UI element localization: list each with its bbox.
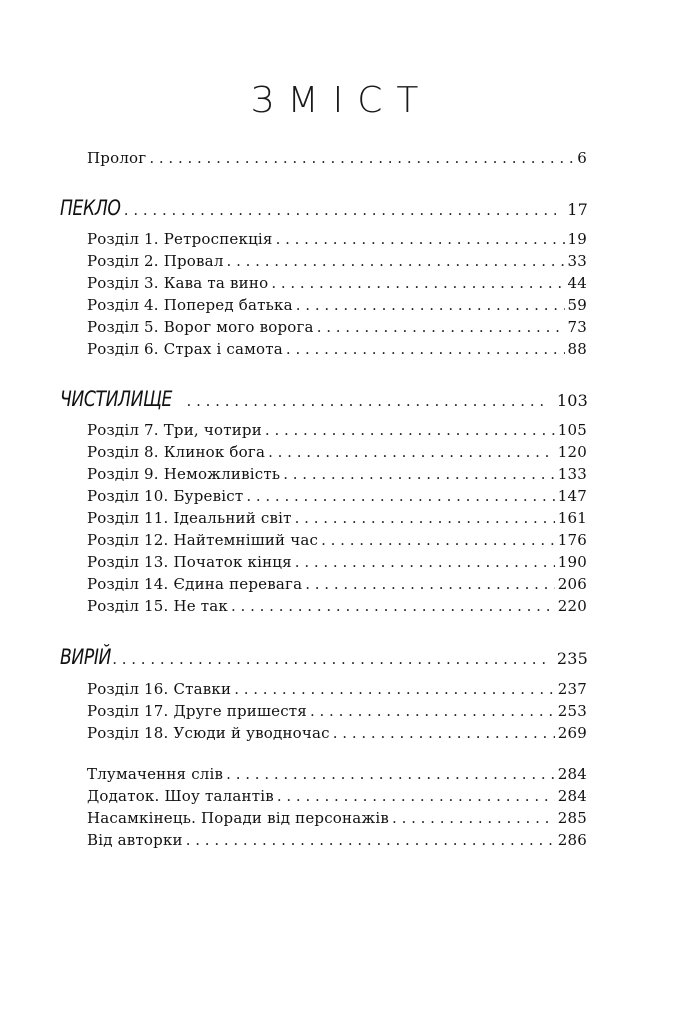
toc-entry-label: Розділ 4. Поперед батька	[87, 296, 293, 314]
toc-part-page: 103	[556, 391, 588, 410]
toc-entry-label: Розділ 17. Друге пришестя	[87, 702, 307, 720]
toc-entry-label: Розділ 1. Ретроспекція	[87, 230, 273, 248]
toc-entry-appendix-talent-show[interactable]	[87, 786, 587, 806]
toc-entry-page: 6	[577, 149, 587, 167]
toc-entry-glossary[interactable]	[87, 764, 587, 784]
toc-entry-label: Розділ 2. Провал	[87, 252, 224, 270]
toc-part-3[interactable]	[60, 647, 588, 667]
toc-entry-from-author[interactable]	[87, 830, 587, 850]
toc-part-title: ПЕКЛО	[60, 196, 121, 220]
dot-leader	[186, 830, 555, 850]
toc-entry-page: 285	[557, 809, 587, 827]
toc-part-1[interactable]	[60, 198, 588, 218]
toc-entry-page: 120	[557, 443, 587, 461]
toc-entry-chapter-13[interactable]	[87, 552, 587, 572]
toc-entry-chapter-10[interactable]	[87, 486, 587, 506]
dot-leader	[286, 339, 565, 359]
toc-entry-label: Розділ 5. Ворог мого ворога	[87, 318, 314, 336]
toc-entry-label: Розділ 18. Усюди й уводночас	[87, 724, 330, 742]
dot-leader	[226, 764, 555, 784]
toc-entry-chapter-3[interactable]	[87, 273, 587, 293]
toc-entry-label: Розділ 16. Ставки	[87, 680, 232, 698]
toc-entry-label: Тлумачення слів	[87, 765, 224, 783]
toc-entry-label: Пролог	[87, 149, 147, 167]
toc-entry-character-tips[interactable]	[87, 808, 587, 828]
toc-entry-chapter-14[interactable]	[87, 574, 587, 594]
dot-leader	[271, 273, 564, 293]
toc-entry-label: Розділ 13. Початок кінця	[87, 553, 292, 571]
dot-leader	[227, 251, 565, 271]
toc-entry-chapter-15[interactable]	[87, 596, 587, 616]
toc-entry-page: 284	[557, 765, 587, 783]
toc-entry-label: Розділ 6. Страх і самота	[87, 340, 283, 358]
toc-entry-chapter-18[interactable]	[87, 723, 587, 743]
dot-leader	[268, 442, 555, 462]
toc-entry-chapter-4[interactable]	[87, 295, 587, 315]
toc-entry-label: Розділ 7. Три, чотири	[87, 421, 262, 439]
dot-leader	[112, 649, 546, 669]
dot-leader	[296, 295, 565, 315]
dot-leader	[392, 808, 555, 828]
toc-entry-page: 253	[557, 702, 587, 720]
toc-entry-page: 220	[557, 597, 587, 615]
toc-entry-label: Розділ 12. Найтемніший час	[87, 531, 319, 549]
toc-entry-prologue[interactable]	[87, 148, 587, 168]
toc-entry-page: 88	[567, 340, 587, 358]
toc-entry-chapter-2[interactable]	[87, 251, 587, 271]
toc-entry-label: Насамкінець. Поради від персонажів	[87, 809, 390, 827]
dot-leader	[246, 486, 554, 506]
dot-leader	[277, 786, 555, 806]
dot-leader	[310, 701, 555, 721]
toc-entry-chapter-16[interactable]	[87, 679, 587, 699]
toc-part-page: 235	[556, 649, 588, 668]
dot-leader	[149, 148, 574, 168]
toc-entry-chapter-17[interactable]	[87, 701, 587, 721]
toc-part-title: ЧИСТИЛИЩЕ	[60, 387, 172, 411]
toc-entry-page: 190	[557, 553, 587, 571]
toc-entry-page: 237	[557, 680, 587, 698]
dot-leader	[295, 508, 555, 528]
toc-entry-label: Додаток. Шоу талантів	[87, 787, 274, 805]
page-title: ЗМІСТ	[250, 80, 433, 121]
toc-entry-label: Розділ 9. Неможливість	[87, 465, 281, 483]
toc-entry-page: 44	[567, 274, 587, 292]
dot-leader	[187, 391, 546, 411]
dot-leader	[231, 596, 555, 616]
dot-leader	[265, 420, 555, 440]
toc-entry-label: Розділ 14. Єдина перевага	[87, 575, 303, 593]
toc-entry-page: 161	[557, 509, 587, 527]
toc-entry-chapter-7[interactable]	[87, 420, 587, 440]
toc-entry-page: 286	[557, 831, 587, 849]
toc-entry-page: 73	[567, 318, 587, 336]
toc-entry-page: 147	[557, 487, 587, 505]
dot-leader	[276, 229, 565, 249]
toc-entry-page: 284	[557, 787, 587, 805]
toc-entry-chapter-8[interactable]	[87, 442, 587, 462]
dot-leader	[317, 317, 565, 337]
toc-entry-label: Від авторки	[87, 831, 183, 849]
toc-entry-chapter-9[interactable]	[87, 464, 587, 484]
toc-entry-label: Розділ 15. Не так	[87, 597, 229, 615]
toc-entry-page: 269	[557, 724, 587, 742]
toc-entry-chapter-12[interactable]	[87, 530, 587, 550]
toc-entry-chapter-6[interactable]	[87, 339, 587, 359]
toc-part-page: 17	[567, 200, 588, 219]
toc-entry-chapter-1[interactable]	[87, 229, 587, 249]
dot-leader	[283, 464, 555, 484]
toc-entry-page: 206	[557, 575, 587, 593]
toc-entry-label: Розділ 10. Буревіст	[87, 487, 244, 505]
toc-entry-chapter-11[interactable]	[87, 508, 587, 528]
toc-entry-label: Розділ 11. Ідеальний світ	[87, 509, 292, 527]
dot-leader	[124, 200, 556, 220]
toc-entry-page: 19	[567, 230, 587, 248]
toc-entry-page: 59	[567, 296, 587, 314]
dot-leader	[305, 574, 555, 594]
dot-leader	[234, 679, 555, 699]
toc-part-title: ВИРІЙ	[60, 645, 111, 669]
toc-entry-page: 133	[557, 465, 587, 483]
toc-entry-page: 33	[567, 252, 587, 270]
dot-leader	[321, 530, 555, 550]
dot-leader	[333, 723, 555, 743]
toc-entry-page: 176	[557, 531, 587, 549]
dot-leader	[295, 552, 555, 572]
toc-part-2[interactable]	[60, 389, 588, 409]
toc-entry-chapter-5[interactable]	[87, 317, 587, 337]
toc-entry-page: 105	[557, 421, 587, 439]
toc-entry-label: Розділ 8. Клинок бога	[87, 443, 266, 461]
toc-entry-label: Розділ 3. Кава та вино	[87, 274, 269, 292]
